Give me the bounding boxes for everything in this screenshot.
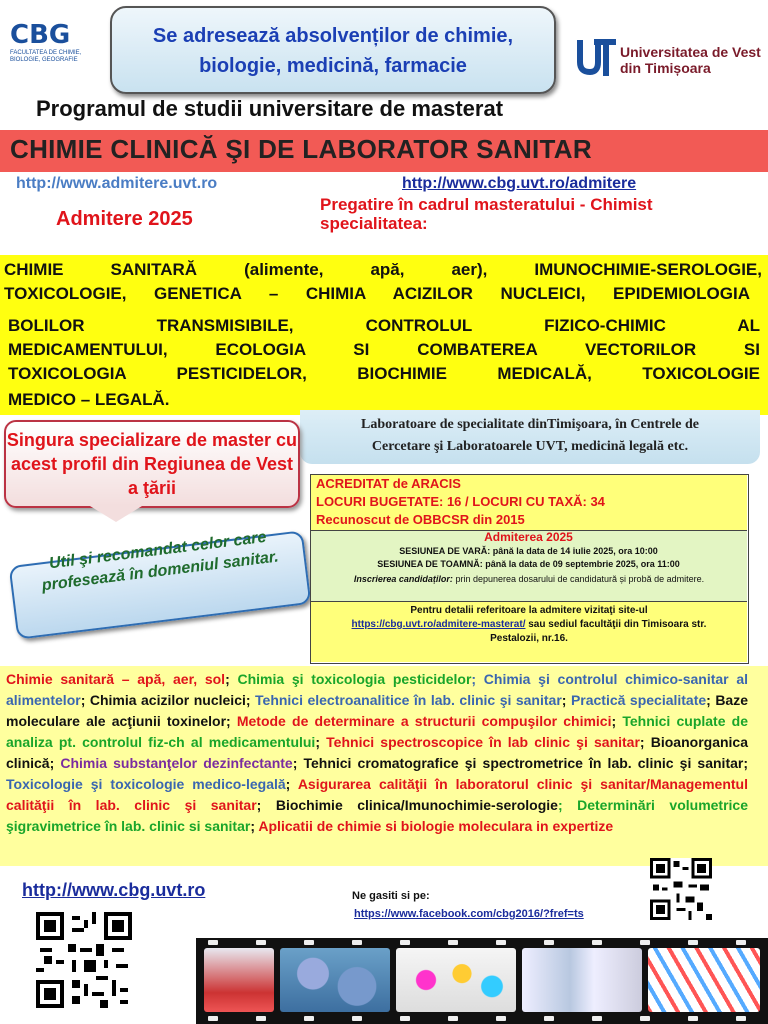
courses-list (6, 669, 748, 837)
main-title: CHIMIE CLINICĂ ŞI DE LABORATOR SANITAR (10, 134, 592, 164)
photo-filmstrip (196, 938, 768, 1024)
target-audience-box (110, 6, 556, 94)
course-segment: ; Bioanorganica clinică; (6, 734, 748, 771)
unique-program-callout: Singura specializare de master cu acest profil din Regiunea de Vest a ţării (4, 420, 300, 508)
qr-code-icon[interactable] (650, 858, 712, 920)
course-segment: Aplicatii de chimie si biologie moleculara in expertize (258, 818, 614, 834)
course-segment: Chimie sanitară – apă, aer, sol (6, 671, 226, 687)
course-segment: Practică specialitate (570, 692, 707, 708)
specialties-line-6: MEDICO – LEGALĂ. (8, 390, 170, 409)
course-segment: Tehnici electroanalitice în lab. clinic şi sanitar (255, 692, 562, 708)
course-segment: Metode de determinare a structurii compuşilor chimici (236, 713, 612, 729)
places-text: LOCURI BUGETATE: 16 / LOCURI CU TAXĂ: 34 (316, 494, 605, 509)
bacteria-photo (280, 948, 390, 1012)
info-text (310, 414, 750, 458)
target-line-2: biologie, medicină, farmacie (199, 55, 467, 77)
summer-session: SESIUNEA DE VARĂ: până la data de 14 iulie 2025, ora 10:00 (399, 546, 658, 556)
cbg-website-link[interactable]: http://www.cbg.uvt.ro (22, 880, 206, 900)
target-line-1: Se adresează absolvenților de chimie, (152, 25, 514, 47)
course-segment: ; Chimia acizilor nucleici; (80, 692, 256, 708)
course-segment: Chimia substanţelor dezinfectante (60, 755, 293, 771)
find-us-label: Ne gasiti si pe: (352, 890, 430, 902)
cbg-logo (10, 22, 110, 74)
pregatire-heading: Pregatire în cadrul masteratului - Chimist specialitatea: (320, 195, 653, 233)
course-segment: ; (561, 692, 571, 708)
facebook-link[interactable]: https://www.facebook.com/cbg2016/?fref=ts (354, 908, 584, 920)
dna-photo (648, 948, 760, 1012)
info-line-2: Cercetare şi Laboratoarele UVT, medicină legală etc. (371, 439, 689, 454)
course-segment: Toxicologie şi toxicologie medico-legală (6, 776, 286, 792)
cbg-logo-text: FACULTATEA DE CHIMIE, BIOLOGIE, GEOGRAFIE (10, 50, 82, 63)
admission-title: Admiterea 2025 (484, 530, 573, 544)
autumn-session: SESIUNEA DE TOAMNĂ: până la data de 09 septembrie 2025, ora 11:00 (377, 559, 680, 569)
details-text (314, 604, 744, 646)
recommended-callout-text: Util şi recomandat celor care profesează în domeniul sanitar. (40, 528, 280, 595)
course-segment: ; (315, 734, 327, 750)
specialties-line-3: BOLILOR TRANSMISIBILE, CONTROLUL FIZICO-CHIMIC AL (8, 316, 760, 335)
enrollment-text (316, 573, 742, 585)
course-segment: ; (285, 776, 298, 792)
qr-right-svg (650, 858, 712, 920)
recognition-text: Recunoscut de OBBCSR din 2015 (316, 512, 525, 527)
cbg-admitere-link[interactable]: http://www.cbg.uvt.ro/admitere (402, 175, 637, 192)
course-segment: ; Biochimie clinica/Imunochimie-serologie (256, 797, 558, 813)
uvt-logo (576, 36, 762, 80)
admitere-masterat-link[interactable]: https://cbg.uvt.ro/admitere-masterat/ (351, 619, 526, 630)
course-segment: ; (250, 818, 259, 834)
course-segment: Chimia şi toxicologia pesticidelor (237, 671, 472, 687)
course-segment: Tehnici cuplate de analiza pt. controlul fiz-ch al medicamentului (6, 713, 748, 750)
course-segment: ; (471, 671, 484, 687)
course-segment: ; (225, 671, 238, 687)
details-intro: Pentru detalii referitoare la admitere vizitaţi site-ul (410, 605, 648, 616)
enrollment-label: Inscrierea candidaților: (353, 574, 453, 584)
course-segment: ; Tehnici cromatografice şi spectrometrice în lab. clinic şi sanitar; (292, 755, 749, 771)
qr-code-icon[interactable] (36, 912, 132, 1008)
qr-left-svg (36, 912, 132, 1008)
accreditation-text: ACREDITAT de ARACIS (316, 476, 461, 491)
admitere-uvt-link[interactable]: http://www.admitere.uvt.ro (16, 175, 218, 192)
info-line-1: Laboratoare de specialitate dinTimişoara, în Centrele de (361, 417, 699, 432)
course-segment: ; Baze moleculare ale acţiunii toxinelor; (6, 692, 749, 729)
enrollment-detail: prin depunerea dosarului de candidatură și probă de admitere. (452, 574, 705, 584)
callout-tail (90, 506, 142, 522)
microscope-photo (522, 948, 642, 1012)
uvt-logo-line-2: din Timișoara (620, 60, 711, 76)
lab-beaker-photo (204, 948, 274, 1012)
course-segment: Asigurarea calităţii în laboratorul clinic şi sanitar/Managementul calităţii în lab. clinic şi sanitar (6, 776, 748, 813)
course-segment: ; Determinări volumetrice şigravimetrice în lab. clinic si sanitar (6, 797, 748, 834)
cbg-logo-mark: CBG (10, 20, 71, 50)
details-address-pre: sau sediul facultăţii din Timisoara str. (525, 619, 707, 630)
uvt-logo-mark-icon (576, 36, 618, 87)
specialties-line-2: TOXICOLOGIE, GENETICA – CHIMIA ACIZILOR NUCLEICI, EPIDEMIOLOGIA (4, 284, 750, 303)
course-segment: ; (611, 713, 623, 729)
details-address: Pestalozii, nr.16. (490, 633, 568, 644)
details-line (314, 618, 744, 632)
admitere-year: Admitere 2025 (56, 208, 193, 230)
program-title: Programul de studii universitare de masterat (36, 96, 504, 121)
uvt-logo-line-1: Universitatea de Vest (620, 44, 761, 60)
specialties-line-1: CHIMIE SANITARĂ (alimente, apă, aer), IMUNOCHIMIE-SEROLOGIE, (4, 260, 762, 279)
course-segment: Tehnici spectroscopice în lab clinic şi sanitar (326, 734, 640, 750)
pills-photo (396, 948, 516, 1012)
course-segment: Chimia şi controlul chimico-sanitar al alimentelor (6, 671, 748, 708)
specialties-line-4: MEDICAMENTULUI, ECOLOGIA SI COMBATEREA VECTORILOR SI (8, 340, 760, 359)
specialties-line-5: TOXICOLOGIA PESTICIDELOR, BIOCHIMIE MEDICALĂ, TOXICOLOGIE (8, 364, 760, 383)
